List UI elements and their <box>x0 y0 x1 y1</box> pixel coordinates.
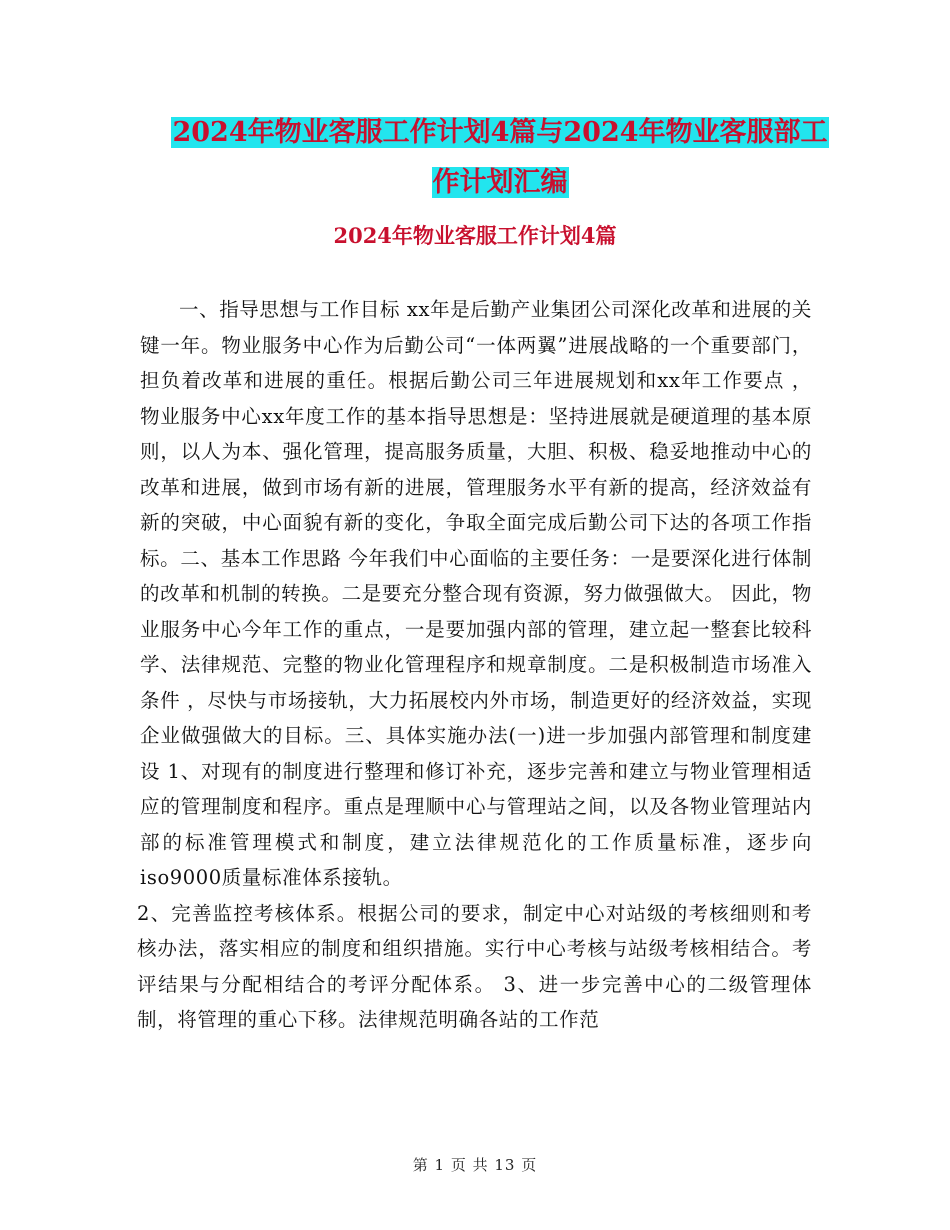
document-title <box>140 108 860 208</box>
document-body <box>137 292 812 1038</box>
paragraph: 2、完善监控考核体系。根据公司的要求，制定中心对站级的考核细则和考核办法，落实相应的制度和组织措施。实行中心考核与站级考核相结合。考评结果与分配相结合的考评分配体系。 3、进一步完善中心的二级管理体制，将管理的重心下移。法律规范明确各站的工作范 <box>137 901 812 1031</box>
document-title-line1: 2024年物业客服工作计划4篇与2024年物业客服部工 <box>172 117 828 148</box>
paragraph: 一、指导思想与工作目标 xx年是后勤产业集团公司深化改革和进展的关键一年。物业服务中心作为后勤公司“一体两翼”进展战略的一个重要部门，担负着改革和进展的重任。根据后勤公司三年进展规划和xx年工作要点 ，物业服务中心xx年度工作的基本指导思想是：坚持进展就是硬道理的基本原则，以人为本、强化管理，提高服务质量，大胆、积极、稳妥地推动中心的改革和进展，做到市场有新的进展，管理服务水平有新的提高，经济效益有新的突破，中心面貌有新的变化，争取全面完成后勤公司下达的各项工作指标。二、基本工作思路 今年我们中心面临的主要任务：一是要深化进行体制的改革和机制的转换。二是要充分整合现有资源，努力做强做大。 因此，物业服务中心今年工作的重点，一是要加强内部的管理，建立起一整套比较科学、法律规范、完整的物业化管理程序和规章制度。二是积极制造市场准入条件 ，尽快与市场接轨，大力拓展校内外市场，制造更好的经济效益，实现企业做强做大的目标。三、具体实施办法(一)进一步加强内部管理和制度建设 1、对现有的制度进行整理和修订补充，逐步完善和建立与物业管理相适应的管理制度和程序。重点是理顺中心与管理站之间，以及各物业管理站内部的标准管理模式和制度，建立法律规范化的工作质量标准，逐步向iso9000质量标准体系接轨。 <box>140 298 812 889</box>
section-title: 2024年物业客服工作计划4篇 <box>333 223 617 248</box>
page-footer: 第 1 页 共 13 页 <box>412 1156 538 1174</box>
document-title-line2: 作计划汇编 <box>432 167 568 198</box>
